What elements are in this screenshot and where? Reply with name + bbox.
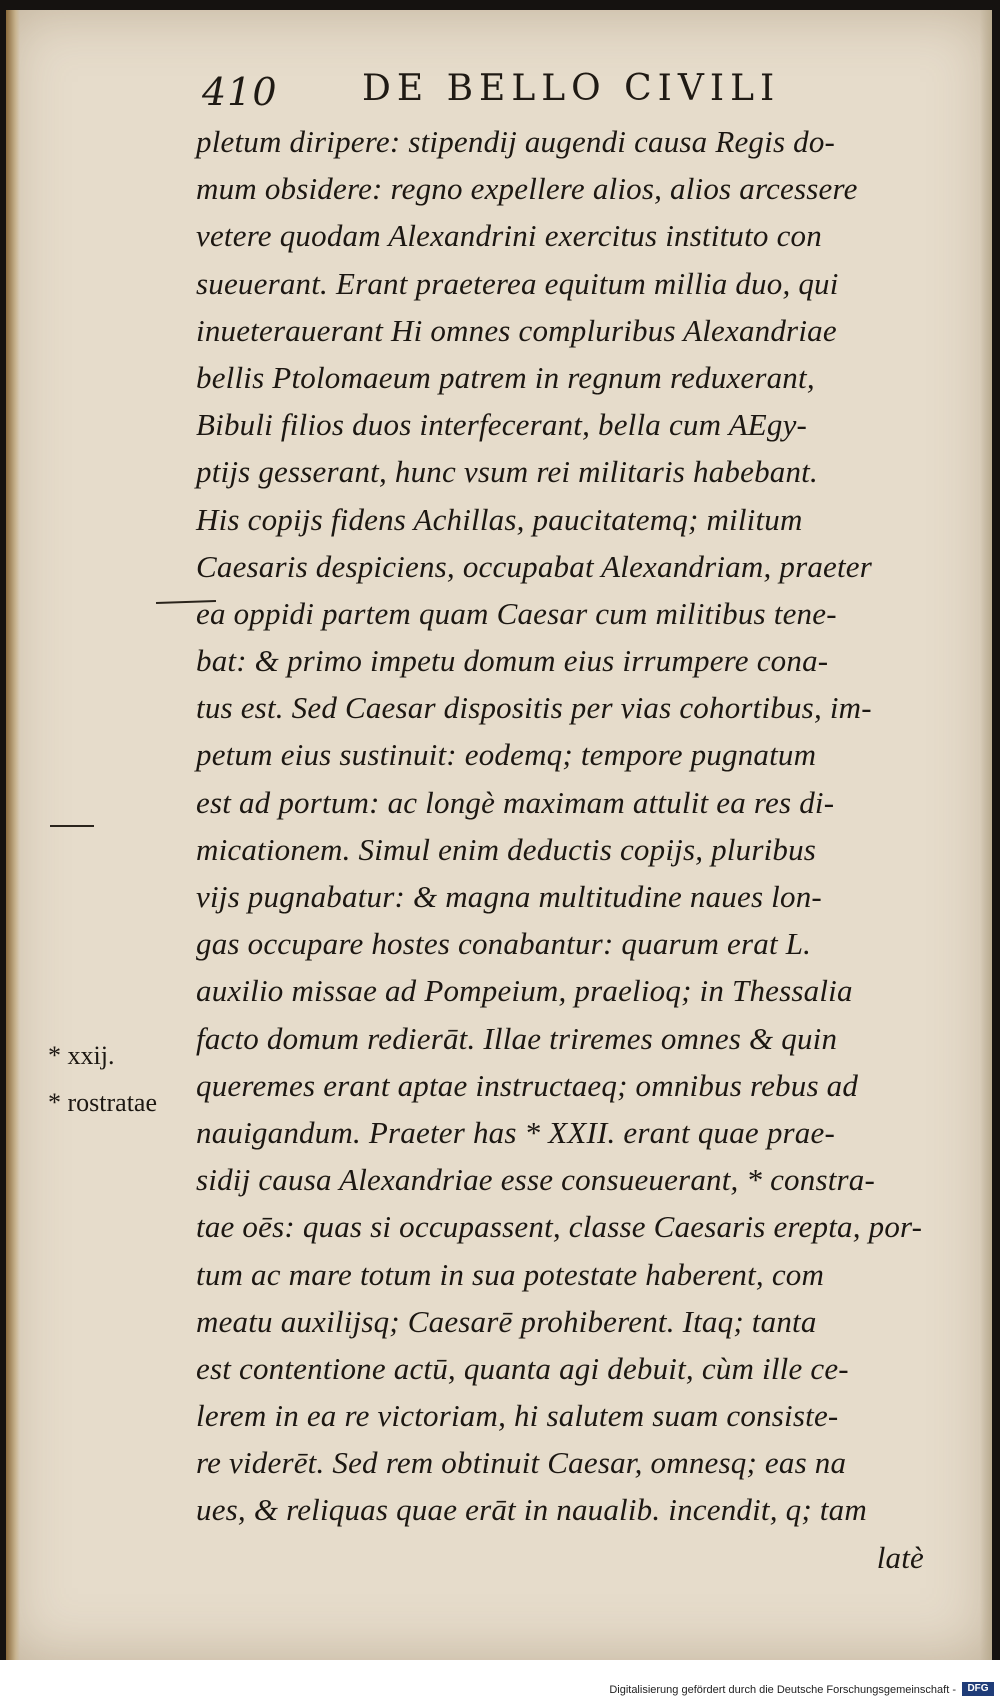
text-line: re viderēt. Sed rem obtinuit Caesar, omnesq; eas na	[196, 1445, 847, 1481]
margin-note-xxij: * xxij.	[48, 1041, 115, 1070]
dfg-logo: DFG	[962, 1682, 994, 1696]
text-line: bat: & primo impetu domum eius irrumpere cona-	[196, 643, 829, 679]
text-line: His copijs fidens Achillas, paucitatemq; militum	[196, 501, 803, 537]
funding-credit: Digitalisierung gefördert durch die Deutsche Forschungsgemeinschaft -	[609, 1684, 956, 1696]
page-binding-edge	[6, 10, 20, 1660]
text-line: mum obsidere: regno expellere alios, alios arcessere	[196, 171, 858, 207]
text-line: tus est. Sed Caesar dispositis per vias cohortibus, im-	[196, 690, 872, 726]
text-line: est contentione actū, quanta agi debuit, cùm ille ce-	[196, 1350, 849, 1386]
text-line: bellis Ptolomaeum patrem in regnum reduxerant,	[196, 359, 815, 395]
text-line: sidij causa Alexandriae esse consueuerant, * constra-	[196, 1162, 876, 1198]
text-line: Bibuli filios duos interfecerant, bella cum AEgy-	[196, 407, 808, 443]
text-line: queremes erant aptae instructaeq; omnibus rebus ad	[196, 1067, 859, 1103]
footer-bar	[0, 1660, 1000, 1700]
text-line: gas occupare hostes conabantur: quarum erat L.	[196, 926, 812, 962]
text-line: Caesaris despiciens, occupabat Alexandriam, praeter	[196, 548, 873, 584]
text-line: tum ac mare totum in sua potestate haberent, com	[196, 1256, 825, 1292]
text-line: ues, & reliquas quae erāt in naualib. incendit, q; tam	[196, 1492, 867, 1528]
text-line: micationem. Simul enim deductis copijs, pluribus	[196, 831, 817, 867]
page-header	[202, 66, 902, 116]
text-line: inueterauerant Hi omnes compluribus Alexandriae	[196, 312, 837, 348]
book-page	[6, 10, 992, 1660]
running-title: DE BELLO CIVILI	[362, 68, 781, 109]
text-line: ptijs gesserant, hunc vsum rei militaris habebant.	[196, 454, 818, 490]
text-line: tae oēs: quas si occupassent, classe Caesaris erepta, por-	[196, 1209, 923, 1245]
text-line: nauigandum. Praeter has * XXII. erant quae prae-	[196, 1114, 835, 1150]
text-line: vetere quodam Alexandrini exercitus instituto con	[196, 218, 822, 254]
text-line: est ad portum: ac longè maximam attulit ea res di-	[196, 784, 835, 820]
page-number: 410	[202, 70, 278, 114]
margin-dash-mark	[50, 825, 94, 827]
text-line: auxilio missae ad Pompeium, praelioq; in Thessalia	[196, 973, 853, 1009]
body-text	[196, 118, 936, 1581]
margin-note-rostratae: * rostratae	[48, 1088, 158, 1117]
text-line: sueuerant. Erant praeterea equitum millia duo, qui	[196, 265, 839, 301]
text-line: meatu auxilijsq; Caesarē prohiberent. Itaq; tanta	[196, 1303, 817, 1339]
text-line: pletum diripere: stipendij augendi causa Regis do-	[196, 124, 836, 159]
text-line: vijs pugnabatur: & magna multitudine naues lon-	[196, 879, 822, 914]
text-line: ea oppidi partem quam Caesar cum militibus tene-	[196, 595, 837, 631]
page-fore-edge	[980, 10, 992, 1660]
text-line: facto domum redierāt. Illae triremes omnes & quin	[196, 1020, 838, 1056]
text-line: petum eius sustinuit: eodemq; tempore pugnatum	[196, 737, 817, 773]
text-line: lerem in ea re victoriam, hi salutem suam consiste-	[196, 1398, 839, 1434]
catchword: latè	[876, 1539, 924, 1575]
